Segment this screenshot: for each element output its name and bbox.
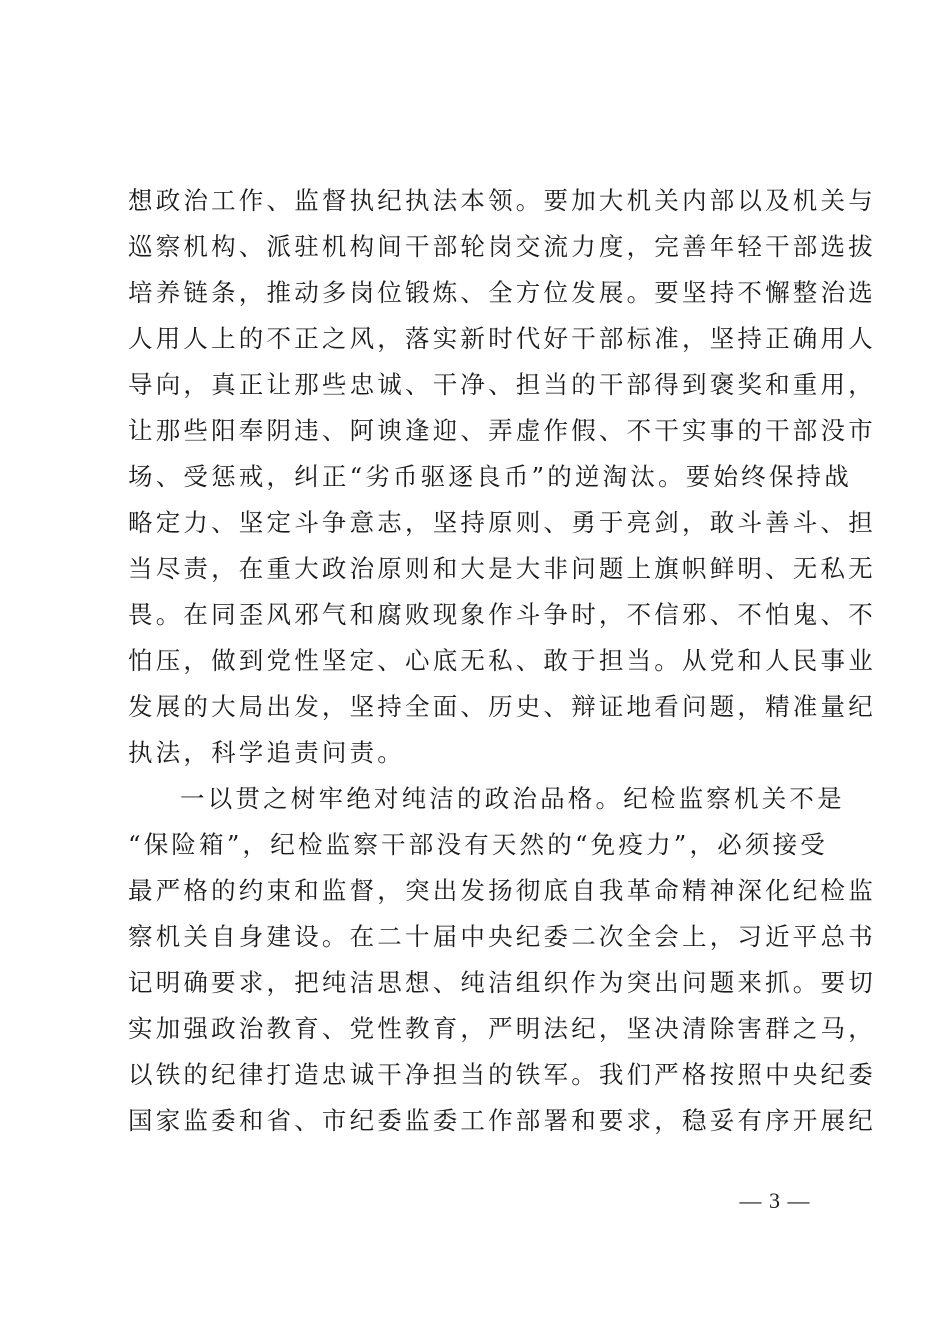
text-line: 场、受惩戒，纠正“劣币驱逐良币”的逆淘汰。要始终保持战 <box>128 462 852 491</box>
text-line: 畏。在同歪风邪气和腐败现象作斗争时，不信邪、不怕鬼、不 <box>128 600 876 629</box>
body-text <box>128 178 876 1144</box>
text-line: 让那些阳奉阴违、阿谀逢迎、弄虚作假、不干实事的干部没市 <box>128 416 876 445</box>
text-line: 人用人上的不正之风，落实新时代好干部标准，坚持正确用人 <box>128 324 876 353</box>
text-line: “保险箱”，纪检监察干部没有天然的“免疫力”，必须接受 <box>128 830 828 859</box>
text-line: 实加强政治教育、党性教育，严明法纪，坚决清除害群之马， <box>128 1014 876 1043</box>
text-line: 想政治工作、监督执纪执法本领。要加大机关内部以及机关与 <box>128 186 876 215</box>
page-number: — 3 — <box>739 1188 811 1213</box>
text-line: 当尽责，在重大政治原则和大是大非问题上旗帜鲜明、无私无 <box>128 554 876 583</box>
text-line: 最严格的约束和监督，突出发扬彻底自我革命精神深化纪检监 <box>128 876 876 905</box>
text-line: 一以贯之树牢绝对纯洁的政治品格。纪检监察机关不是 <box>180 784 845 813</box>
text-line: 察机关自身建设。在二十届中央纪委二次全会上，习近平总书 <box>128 922 876 951</box>
text-line: 发展的大局出发，坚持全面、历史、辩证地看问题，精准量纪 <box>128 692 876 721</box>
text-line: 培养链条，推动多岗位锻炼、全方位发展。要坚持不懈整治选 <box>128 278 876 307</box>
text-line: 巡察机构、派驻机构间干部轮岗交流力度，完善年轻干部选拔 <box>128 232 876 261</box>
text-line: 国家监委和省、市纪委监委工作部署和要求，稳妥有序开展纪 <box>128 1106 876 1135</box>
text-line: 怕压，做到党性坚定、心底无私、敢于担当。从党和人民事业 <box>128 646 876 675</box>
text-line: 以铁的纪律打造忠诚干净担当的铁军。我们严格按照中央纪委 <box>128 1060 876 1089</box>
text-line: 执法，科学追责问责。 <box>128 738 405 767</box>
text-line: 略定力、坚定斗争意志，坚持原则、勇于亮剑，敢斗善斗、担 <box>128 508 876 537</box>
text-line: 导向，真正让那些忠诚、干净、担当的干部得到褒奖和重用， <box>128 370 876 399</box>
paragraph-1 <box>128 178 876 776</box>
text-line: 记明确要求，把纯洁思想、纯洁组织作为突出问题来抓。要切 <box>128 968 876 997</box>
paragraph-2 <box>128 776 876 1144</box>
